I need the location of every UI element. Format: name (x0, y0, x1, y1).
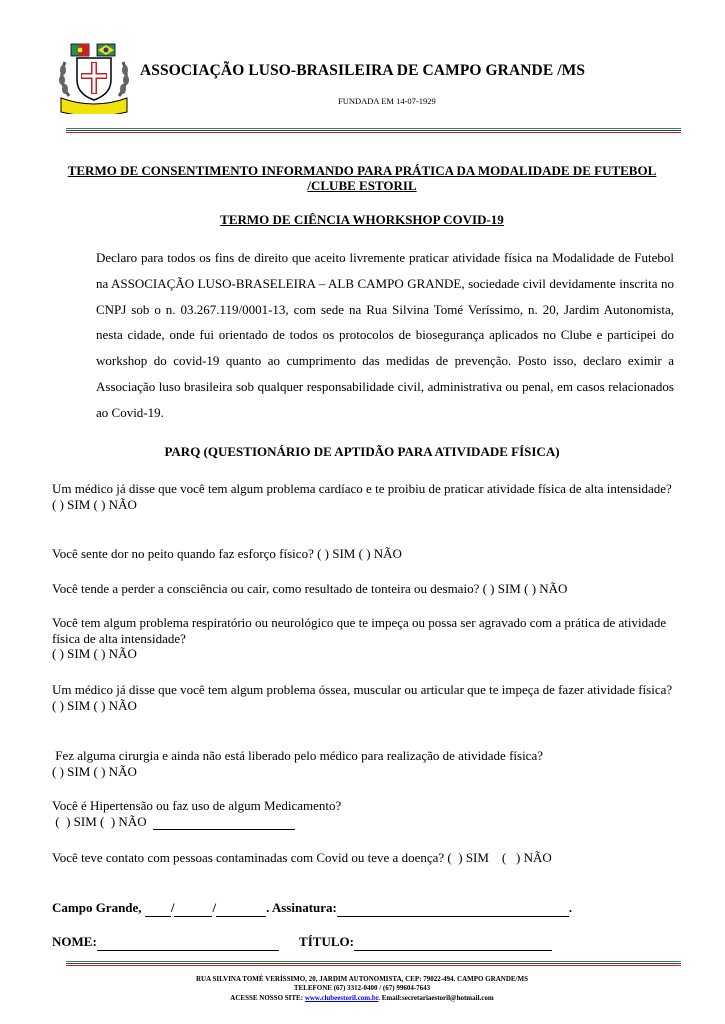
signature-blank[interactable] (337, 900, 569, 917)
place-label: Campo Grande, (52, 900, 142, 915)
question-text[interactable]: Você sente dor no peito quando faz esforço físico? ( ) SIM ( ) NÃO (52, 546, 402, 561)
signature-end: . (568, 900, 573, 915)
answer-options[interactable]: ( ) SIM ( ) NÃO (52, 697, 137, 713)
footer (62, 975, 662, 1003)
question-chest-pain (52, 546, 677, 562)
answer-options[interactable]: ( ) SIM ( ) NÃO (52, 763, 137, 779)
answer-options[interactable]: ( ) SIM ( ) NÃO (52, 646, 137, 661)
footer-divider (66, 961, 681, 967)
header-divider (66, 128, 681, 134)
club-crest-icon (55, 40, 133, 114)
answer-options[interactable]: ( ) SIM ( ) NÃO (52, 813, 154, 829)
email-label: . Email: (378, 993, 402, 1002)
answer-options[interactable]: ( ) SIM ( ) NÃO (52, 496, 137, 512)
question-covid-contact (52, 850, 677, 866)
site-label: ACESSE NOSSO SITE: (230, 993, 305, 1002)
question-cardiac (52, 481, 677, 512)
footer-address: RUA SILVINA TOMÉ VERÍSSIMO, 20, JARDIM AUTONOMISTA, CEP: 79022-494. CAMPO GRANDE/MS (195, 975, 529, 983)
question-text: Um médico já disse que você tem algum problema óssea, muscular ou articular que te impeça de fazer atividade física? (52, 682, 673, 697)
signature-label: . Assinatura: (266, 900, 337, 915)
organization-name: ASSOCIAÇÃO LUSO-BRASILEIRA DE CAMPO GRANDE /MS (140, 62, 586, 79)
medication-blank-line[interactable] (153, 814, 295, 831)
title-label: TÍTULO: (299, 934, 354, 949)
year-blank[interactable] (216, 900, 266, 917)
question-text[interactable]: Você tende a perder a consciência ou cair, como resultado de tonteira ou desmaio? ( ) SIM ( ) NÃO (52, 581, 568, 596)
question-respiratory (52, 615, 677, 662)
question-text: Você é Hipertensão ou faz uso de algum Medicamento? (52, 798, 342, 813)
workshop-title: TERMO DE CIÊNCIA WHORKSHOP COVID-19 (220, 212, 504, 227)
question-surgery (52, 748, 677, 779)
date-separator: / (170, 900, 175, 915)
name-label: NOME: (52, 934, 97, 949)
parq-title: PARQ (QUESTIONÁRIO DE APTIDÃO PARA ATIVIDADE FÍSICA) (164, 444, 560, 459)
name-blank[interactable] (97, 934, 279, 951)
footer-phone: TELEFONE (67) 3312-0400 / (67) 99604-7643 (293, 984, 431, 993)
date-separator: / (212, 900, 217, 915)
website-link[interactable]: www.clubeestoril.com.br (304, 993, 379, 1002)
question-text: Um médico já disse que você tem algum problema cardíaco e te proibiu de praticar atividade física de alta intensidade? (52, 481, 672, 496)
question-bone-muscle (52, 682, 677, 713)
day-blank[interactable] (145, 900, 171, 917)
footer-contact (62, 994, 662, 1003)
consent-title: TERMO DE CONSENTIMENTO INFORMANDO PARA PRÁTICA DA MODALIDADE DE FUTEBOL /CLUBE ESTORIL (67, 163, 657, 193)
signature-line (52, 900, 572, 917)
email-address[interactable]: secretariaestoril@hotmail.com (401, 993, 494, 1002)
name-title-line (52, 934, 552, 951)
question-text: Você tem algum problema respiratório ou neurológico que te impeça ou possa ser agravado com a prática de atividade física de alta intensidade? (52, 615, 667, 646)
title-blank[interactable] (354, 934, 552, 951)
month-blank[interactable] (174, 900, 212, 917)
question-hypertension (52, 798, 677, 830)
declaration-paragraph: Declaro para todos os fins de direito que aceito livremente praticar atividade física na Modalidade de Futebol na ASSOCIAÇÃO LUSO-BRASELEIRA – ALB CAMPO GRANDE, sociedade civil devidamente inscrita no CNPJ sob o n. 03.267.119/0001-13, com sede na Rua Silvina Tomé Veríssimo, n. 20, Jardim Autonomista, nesta cidade, onde fui orientado de todos os protocolos de biosegurança aplicados no Clube e participei do workshop do covid-19 quanto ao cumprimento das medidas de prevenção. Posto isso, declaro eximir a Associação luso brasileira sob qualquer responsabilidade civil, administrativa ou penal, em casos relacionados ao Covid-19. (96, 250, 674, 420)
question-consciousness (52, 581, 677, 597)
question-text: Fez alguma cirurgia e ainda não está liberado pelo médico para realização de atividade física? (52, 748, 543, 763)
founded-date: FUNDADA EM 14-07-1929 (338, 96, 436, 106)
question-text[interactable]: Você teve contato com pessoas contaminadas com Covid ou teve a doença? ( ) SIM ( ) NÃO (52, 850, 552, 865)
